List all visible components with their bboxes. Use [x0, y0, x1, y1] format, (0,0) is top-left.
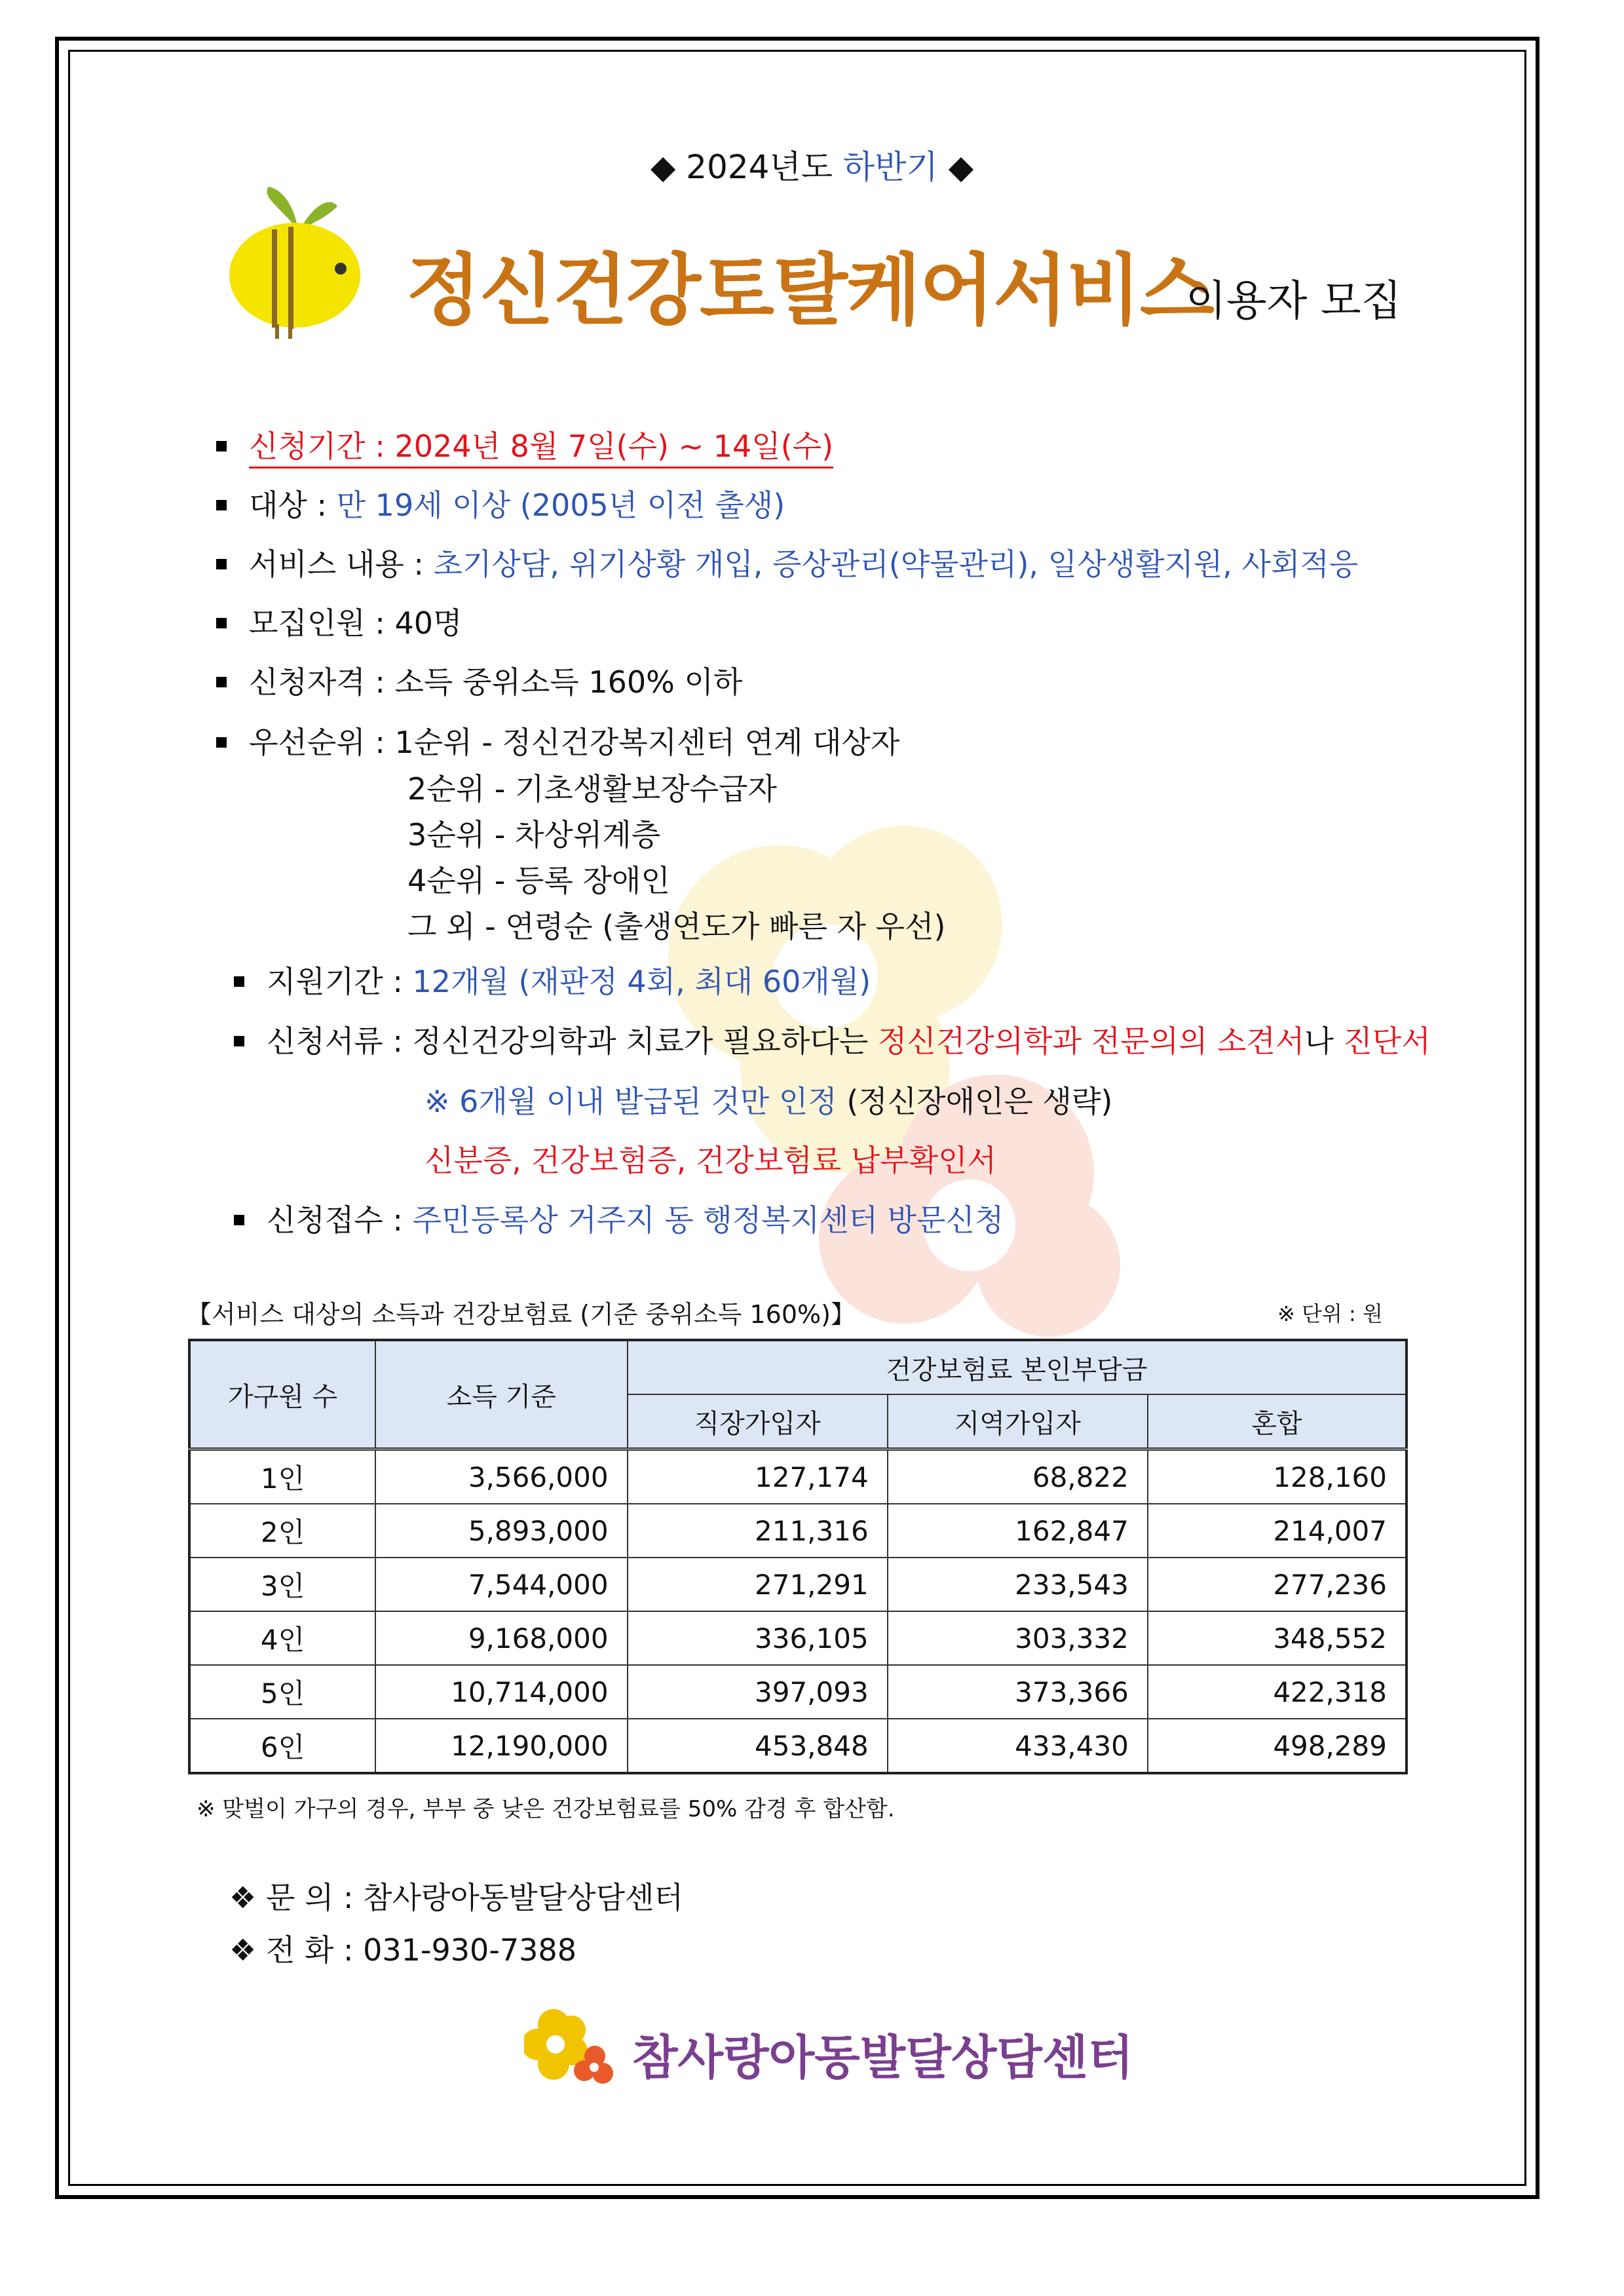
income-table — [188, 1339, 1408, 1774]
table-row: 5인 10,714,000 397,093 373,366 422,318 — [189, 1665, 1407, 1719]
priority-other: 그 외 - 연령순 (출생연도가 빠른 자 우선) — [407, 909, 946, 944]
priority-2: 2순위 - 기초생활보장수급자 — [407, 771, 777, 807]
flower-watermark — [629, 806, 1127, 1343]
header-mixed: 혼합 — [1148, 1394, 1407, 1449]
table-row: 1인 3,566,000 127,174 68,822 128,160 — [189, 1449, 1407, 1504]
period-heading: ◆ 2024년도 하반기 ◆ — [650, 148, 974, 186]
footer-logo-text: 참사랑아동발달상담센터 — [632, 2030, 1134, 2085]
table-unit: ※ 단위 : 원 — [1277, 1301, 1383, 1326]
bee-icon — [223, 183, 373, 341]
header-region: 지역가입자 — [888, 1394, 1148, 1449]
bullet-icon — [216, 559, 227, 569]
item-support: 지원기간 : 12개월 (재판정 4회, 최대 60개월) — [234, 958, 871, 1001]
item-priority: 우선순위 : 1순위 - 정신건강복지센터 연계 대상자 — [216, 719, 899, 762]
priority-4: 4순위 - 등록 장애인 — [407, 863, 670, 898]
contact-inquiry: ❖ 문 의 : 참사랑아동발달상담센터 — [229, 1880, 683, 1915]
table-row: 2인 5,893,000 211,316 162,847 214,007 — [189, 1504, 1407, 1558]
contact-phone: ❖ 전 화 : 031-930-7388 — [229, 1932, 576, 1968]
bullet-icon — [234, 1036, 244, 1046]
docs-note: ※ 6개월 이내 발급된 것만 인정 (정신장애인은 생략) — [425, 1084, 1113, 1119]
header-household: 가구원 수 — [189, 1340, 375, 1449]
bullet-icon — [216, 618, 227, 628]
main-title: 정신건강토탈케어서비스 — [406, 245, 1213, 335]
item-recruit: 모집인원 : 40명 — [216, 600, 462, 643]
bullet-icon — [234, 976, 244, 987]
item-docs: 신청서류 : 정신건강의학과 치료가 필요하다는 정신건강의학과 전문의의 소견서나 진단서 — [234, 1018, 1431, 1061]
bullet-icon — [216, 737, 227, 748]
bullet-icon — [216, 441, 227, 451]
item-eligibility: 신청자격 : 소득 중위소득 160% 이하 — [216, 659, 742, 702]
bullet-icon — [216, 500, 227, 510]
header-premium: 건강보험료 본인부담금 — [628, 1340, 1407, 1394]
item-target: 대상 : 만 19세 이상 (2005년 이전 출생) — [216, 482, 785, 525]
priority-3: 3순위 - 차상위계층 — [407, 817, 661, 852]
header-work: 직장가입자 — [628, 1394, 888, 1449]
table-note: ※ 맞벌이 가구의 경우, 부부 중 낮은 건강보험료를 50% 감경 후 합산함. — [197, 1796, 895, 1822]
table-row: 3인 7,544,000 271,291 233,543 277,236 — [189, 1558, 1407, 1611]
flower-logo-icon — [524, 2005, 616, 2090]
table-row: 4인 9,168,000 336,105 303,332 348,552 — [189, 1611, 1407, 1665]
bullet-icon — [234, 1215, 244, 1225]
item-submit: 신청접수 : 주민등록상 거주지 동 행정복지센터 방문신청 — [234, 1196, 1004, 1240]
bullet-icon — [216, 677, 227, 687]
table-caption: 【서비스 대상의 소득과 건강보험료 (기준 중위소득 160%)】 — [187, 1300, 856, 1329]
header-income: 소득 기준 — [375, 1340, 628, 1449]
item-period: 신청기간 : 2024년 8월 7일(수) ~ 14일(수) — [216, 423, 833, 466]
sub-title: 이용자 모집 — [1186, 277, 1402, 326]
table-row: 6인 12,190,000 453,848 433,430 498,289 — [189, 1719, 1407, 1773]
docs-line3: 신분증, 건강보험증, 건강보험료 납부확인서 — [425, 1143, 996, 1178]
item-service: 서비스 내용 : 초기상담, 위기상황 개입, 증상관리(약물관리), 일상생활지원, 사회적응 — [216, 541, 1358, 584]
